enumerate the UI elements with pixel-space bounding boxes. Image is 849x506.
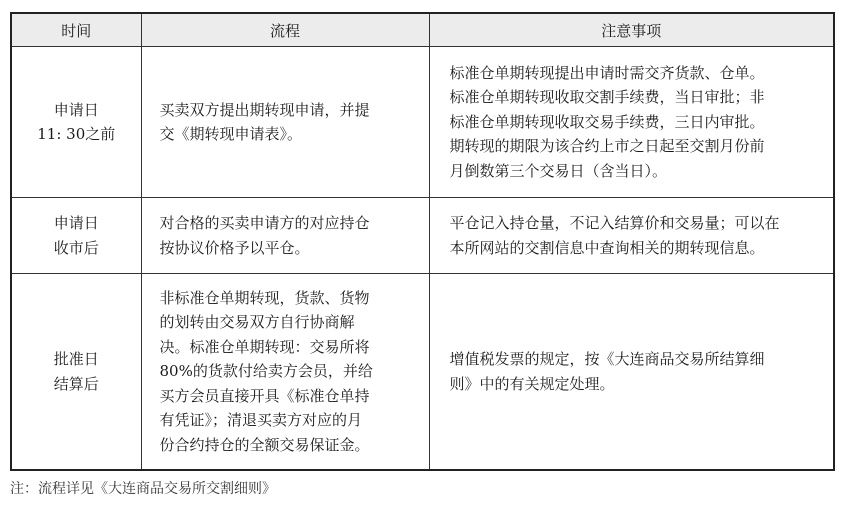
time-line: 收市后 [53, 238, 99, 257]
note-line: 标准仓单期转现收取交割手续费，当日审批；非 [449, 88, 765, 107]
time-line: 结算后 [53, 374, 99, 393]
header-time: 时间 [11, 13, 141, 47]
procedure-table [10, 12, 835, 471]
note-line: 则》中的有关规定处理。 [449, 374, 615, 393]
time-line: 11: 30之前 [37, 125, 116, 143]
table-row [11, 47, 834, 198]
flow-line: 决。标准仓单期转现：交易所将 [159, 337, 370, 356]
note-line: 增值税发票的规定，按《大连商品交易所结算细 [449, 350, 765, 368]
flow-line: 对合格的买卖申请方的对应持仓 [159, 214, 370, 232]
time-cell [11, 274, 141, 471]
header-notes: 注意事项 [429, 13, 834, 47]
time-line: 批准日 [53, 350, 99, 368]
flow-cell [141, 47, 429, 198]
flow-cell [141, 198, 429, 274]
note-line: 平仓记入持仓量，不记入结算价和交易量；可以在 [449, 214, 780, 232]
note-cell [429, 274, 834, 471]
table-header-row [11, 13, 834, 47]
flow-line: 交《期转现申请表》。 [159, 125, 303, 143]
note-cell [429, 47, 834, 198]
table-row [11, 198, 834, 274]
note-cell [429, 198, 834, 274]
time-line: 申请日 [53, 214, 99, 232]
flow-line: 买方会员直接开具《标准仓单持 [159, 386, 370, 405]
note-line: 标准仓单期转现提出申请时需交齐货款、仓单。 [449, 63, 765, 82]
time-cell [11, 47, 141, 198]
flow-cell [141, 274, 429, 471]
time-line: 申请日 [53, 100, 99, 119]
note-line: 标准仓单期转现收取交易手续费，三日内审批。 [449, 112, 765, 131]
footnote: 注：流程详见《大连商品交易所交割细则》 [10, 481, 276, 497]
flow-line: 有凭证》；清退买卖方对应的月 [159, 411, 363, 430]
note-line: 本所网站的交割信息中查询相关的期转现信息。 [449, 238, 765, 257]
flow-line: 80%的货款付给卖方会员，并给 [159, 362, 373, 381]
note-line: 月倒数第三个交易日（含当日）。 [449, 161, 668, 180]
flow-line: 按协议价格予以平仓。 [159, 238, 310, 257]
flow-line: 份合约持仓的全额交易保证金。 [159, 435, 370, 454]
table-row [11, 274, 834, 471]
flow-line: 的划转由交易双方自行协商解 [159, 313, 355, 332]
header-flow: 流程 [141, 13, 429, 47]
time-cell [11, 198, 141, 274]
flow-line: 非标准仓单期转现，货款、货物 [159, 288, 370, 307]
flow-line: 买卖双方提出期转现申请，并提 [159, 100, 370, 119]
note-line: 期转现的期限为该合约上市之日起至交割月份前 [449, 137, 765, 156]
